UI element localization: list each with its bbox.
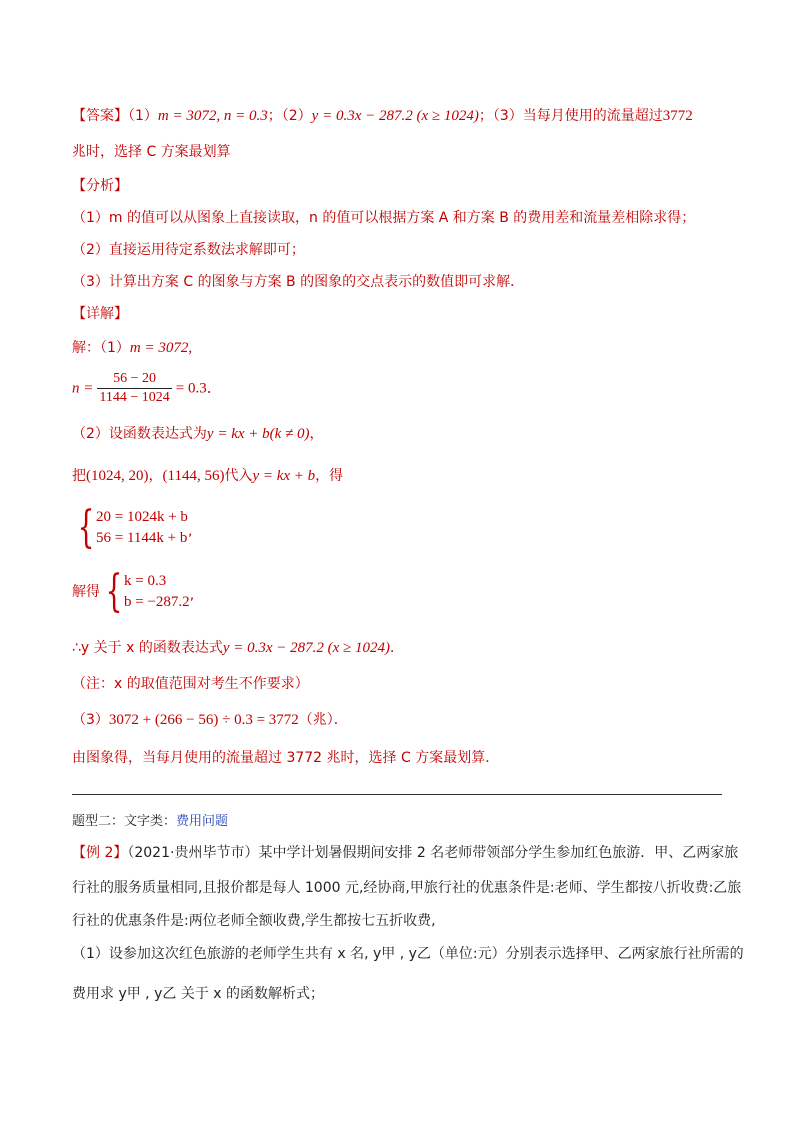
left-brace-icon: { bbox=[77, 502, 95, 553]
example-text-1: （2021·贵州毕节市）某中学计划暑假期间安排 2 名老师带领部分学生参加红色旅游．甲、乙两家旅 bbox=[127, 845, 739, 861]
equation-system-2 bbox=[72, 566, 195, 617]
detail-line-9-a: （3） bbox=[72, 712, 109, 728]
detail-line-4-point-1: (1024, 20) bbox=[86, 468, 149, 484]
detail-line-9-b: （兆）． bbox=[298, 712, 348, 728]
question-1-line-2: 费用求 y甲 , y乙 关于 x 的函数解析式； bbox=[72, 986, 325, 1002]
detail-line-3-end: ， bbox=[309, 426, 324, 442]
detail-line-4-a: 把 bbox=[72, 468, 86, 484]
fraction-rhs: = 0.3． bbox=[175, 380, 222, 397]
section-type-heading bbox=[72, 812, 228, 832]
detail-line-7-math: y = 0.3x − 287.2 (x ≥ 1024) bbox=[222, 640, 391, 656]
detail-line-9-math: 3072 + (266 − 56) ÷ 0.3 = 3772 bbox=[108, 712, 299, 728]
answer-line-1 bbox=[72, 106, 693, 126]
detail-line-4-point-2: (1144, 56) bbox=[162, 468, 225, 484]
example-line-3: 行社的优惠条件是:两位老师全额收费,学生都按七五折收费, bbox=[72, 913, 436, 929]
example-line-2: 行社的服务质量相同,且报价都是每人 1000 元,经协商,甲旅行社的优惠条件是:老师、学生都按八折收费:乙旅 bbox=[72, 880, 742, 896]
analysis-line-3: （3）计算出方案 C 的图象与方案 B 的图象的交点表示的数值即可求解． bbox=[72, 274, 525, 290]
question-1-line-1: （1）设参加这次红色旅游的老师学生共有 x 名, y甲 , y乙（单位:元）分别表示选择甲、乙两家旅行社所需的 bbox=[72, 946, 744, 962]
detail-line-4-d: ，得 bbox=[315, 468, 344, 484]
detail-fraction-line bbox=[72, 370, 222, 407]
detail-line-1-math: m = 3072, bbox=[129, 340, 193, 356]
system-2 bbox=[100, 566, 195, 617]
section-type-label: 题型二：文字类： bbox=[72, 814, 177, 829]
system-2-eq-2: b = −287.2 bbox=[124, 594, 190, 610]
answer-line-2: 兆时，选择 C 方案最划算 bbox=[72, 144, 231, 160]
detail-tag: 【详解】 bbox=[72, 306, 128, 322]
detail-line-4-b: ， bbox=[148, 468, 163, 484]
detail-line-9 bbox=[72, 710, 348, 730]
detail-line-3 bbox=[72, 424, 324, 444]
fraction-lhs: n = bbox=[72, 380, 94, 397]
answer-tag: 【答案】 bbox=[72, 108, 128, 124]
fraction-numerator: 56 − 20 bbox=[97, 370, 171, 389]
analysis-line-2: （2）直接运用待定系数法求解即可； bbox=[72, 242, 305, 258]
system-1-end: ’ bbox=[187, 532, 193, 548]
section-type-topic: 费用问题 bbox=[176, 814, 229, 829]
detail-line-7-text: ∴y 关于 x 的函数表达式 bbox=[72, 640, 223, 656]
system-2-end: ’ bbox=[189, 596, 195, 612]
detail-line-7-end: ． bbox=[390, 640, 405, 656]
answer-sep-2: ；（3）当每月使用的流量超过 bbox=[478, 108, 663, 124]
detail-note: （注：x 的取值范围对考生不作要求） bbox=[72, 676, 309, 692]
answer-sep-1: ；（2） bbox=[267, 108, 312, 124]
fraction bbox=[97, 370, 171, 407]
detail-line-1-text: 解：（1） bbox=[72, 340, 130, 356]
detail-line-4 bbox=[72, 466, 343, 486]
answer-math-1: m = 3072, n = 0.3 bbox=[157, 108, 268, 124]
left-brace-icon: { bbox=[105, 566, 123, 617]
example-tag: 【例 2】 bbox=[72, 845, 128, 861]
example-line-1 bbox=[72, 843, 738, 863]
detail-conclusion: 由图象得，当每月使用的流量超过 3772 兆时，选择 C 方案最划算． bbox=[72, 750, 500, 766]
detail-line-1 bbox=[72, 338, 192, 358]
answer-number: 3772 bbox=[662, 108, 693, 124]
fraction-denominator: 1144 − 1024 bbox=[99, 390, 170, 405]
analysis-tag: 【分析】 bbox=[72, 178, 128, 194]
detail-line-4-math: y = kx + b bbox=[252, 468, 316, 484]
analysis-line-1: （1）m 的值可以从图象上直接读取，n 的值可以根据方案 A 和方案 B 的费用差和流量差相除求得； bbox=[72, 210, 696, 226]
detail-line-3-text: （2）设函数表达式为 bbox=[72, 426, 207, 442]
answer-part-1: （1） bbox=[128, 108, 158, 124]
system-2-eq-1: k = 0.3 bbox=[124, 573, 167, 589]
section-divider bbox=[72, 794, 722, 795]
detail-line-3-math: y = kx + b(k ≠ 0) bbox=[206, 426, 310, 442]
answer-math-2: y = 0.3x − 287.2 (x ≥ 1024) bbox=[311, 108, 479, 124]
detail-line-7 bbox=[72, 638, 404, 658]
solve-label: 解得 bbox=[72, 584, 100, 600]
system-1-eq-2: 56 = 1144k + b bbox=[96, 530, 188, 546]
system-1-eq-1: 20 = 1024k + b bbox=[96, 509, 188, 525]
detail-line-4-c: 代入 bbox=[224, 468, 253, 484]
system-1 bbox=[72, 502, 193, 553]
equation-system-1 bbox=[72, 502, 193, 553]
